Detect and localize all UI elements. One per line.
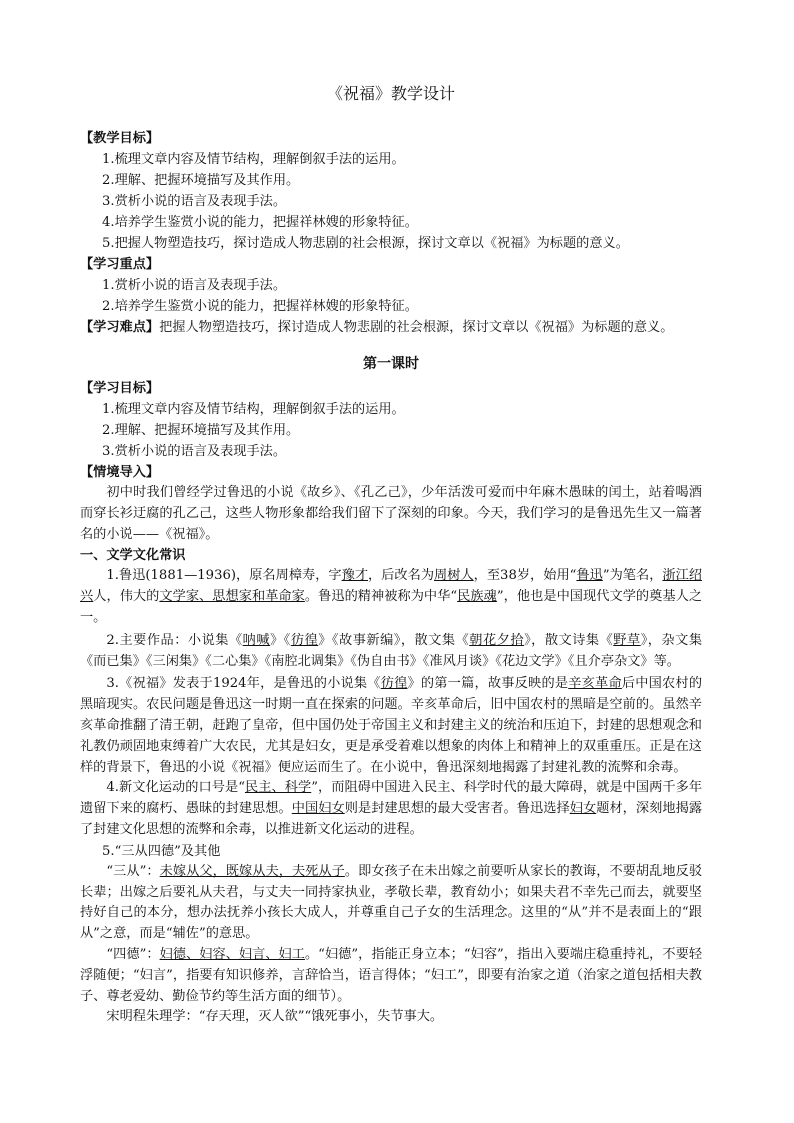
- lesson1-goal-item: 2.理解、把握环境描写及其作用。: [102, 423, 300, 438]
- section1-heading: 一、文学文化常识: [80, 548, 186, 564]
- paragraph-luxun-bio: 1.鲁迅(1881—1936)，原名周樟寿，字豫才，后改名为周树人，至38岁，始用“鲁迅”为笔名，浙江绍兴人，伟大的文学家、思想家和革命家。鲁迅的精神被称为中华“民族魂”，他也是中国现代文学的奠基人之一。: [80, 568, 703, 625]
- page-title: 《祝福》教学设计: [326, 84, 455, 103]
- intro-paragraph: 初中时我们曾经学过鲁迅的小说《故乡》、《孔乙己》，少年活泼可爱而中年麻木愚昧的闰土，站着喝酒而穿长衫迂腐的孔乙己，这些人物形象都给我们留下了深刻的印象。今天，我们学习的是鲁迅先生又一篇著名的小说——《祝福》。: [80, 485, 702, 542]
- paragraph-new-culture: 4.新文化运动的口号是“民主、科学”，而阻碍中国进入民主、科学时代的最大障碍，就是中国两千多年遗留下来的腐朽、愚昧的封建思想。中国妇女则是封建思想的最大受害者。鲁迅选择妇女题材，深刻地揭露了封建文化思想的流弊和余毒，以推进新文化运动的进程。: [80, 780, 703, 837]
- paragraph-side: “四德”：妇德、妇容、妇言、妇工。“妇德”，指能正身立本；“妇容”，指出入要端庄稳重持礼，不要轻浮随便；“妇言”，指要有知识修养，言辞恰当，语言得体；“妇工”，即要有治家之道（治家之道包括相夫教子、尊老爱幼、勤俭节约等生活方面的细节）。: [80, 946, 703, 1004]
- paragraph-background: 3.《祝福》发表于1924年，是鲁迅的小说集《彷徨》的第一篇，故事反映的是辛亥革命后中国农村的黑暗现实。农民问题是鲁迅这一时期一直在探索的问题。辛亥革命后，旧中国农村的黑暗是空前的。虽然辛亥革命推翻了清王朝，赶跑了皇帝，但中国仍处于帝国主义和封建主义的统治和压迫下，封建的思想观念和礼教仍顽固地束缚着广大农民，尤其是妇女，更是承受着难以想象的肉体上和精神上的双重重压。正是在这样的背景下，鲁迅的小说《祝福》便应运而生了。在小说中，鲁迅深刻地揭露了封建礼教的流弊和余毒。: [80, 676, 703, 775]
- sancong-side-heading: 5.“三从四德”及其他: [102, 843, 221, 859]
- key-point-item: 1.赏析小说的语言及表现手法。: [102, 278, 287, 293]
- teaching-goals-heading: 【教学目标】: [80, 131, 160, 146]
- lesson1-goals-heading: 【学习目标】: [80, 381, 160, 396]
- teaching-goal-item: 4.培养学生鉴赏小说的能力，把握祥林嫂的形象特征。: [102, 215, 418, 230]
- paragraph-works: 2.主要作品：小说集《呐喊》《彷徨》《故事新编》，散文集《朝花夕拾》，散文诗集《野草》，杂文集《而已集》《三闲集》《二心集》《南腔北调集》《伪自由书》《准风月谈》《花边文学》《且介亭杂文》等。: [80, 632, 703, 669]
- intro-heading: 【情境导入】: [80, 465, 160, 480]
- teaching-goal-item: 5.把握人物塑造技巧，探讨造成人物悲剧的社会根源，探讨文章以《祝福》为标题的意义。: [102, 236, 629, 251]
- key-point-item: 2.培养学生鉴赏小说的能力，把握祥林嫂的形象特征。: [102, 299, 418, 314]
- lesson1-title: 第一课时: [363, 356, 419, 372]
- lesson1-goal-item: 3.赏析小说的语言及表现手法。: [102, 444, 287, 459]
- lesson1-goal-item: 1.梳理文章内容及情节结构，理解倒叙手法的运用。: [102, 402, 405, 417]
- teaching-goal-item: 2.理解、把握环境描写及其作用。: [102, 173, 300, 188]
- difficulty-line: [80, 317, 702, 338]
- paragraph-sancong: “三从”：未嫁从父，既嫁从夫，夫死从子。即女孩子在未出嫁之前要听从家长的教诲，不要胡乱地反驳长辈；出嫁之后要礼从夫君，与丈夫一同持家执业，孝敬长辈，教育幼小；如果夫君不幸先己而去，就要坚持好自己的本分，想办法抚养小孩长大成人，并尊重自己子女的生活理念。这里的“从”并不是表面上的“跟从”之意，而是“辅佐”的意思。: [80, 863, 703, 942]
- difficulty-text: 把握人物塑造技巧，探讨造成人物悲剧的社会根源，探讨文章以《祝福》为标题的意义。: [159, 320, 674, 335]
- paragraph-lixue: 宋明程朱理学：“存天理，灭人欲”“饿死事小，失节事大。: [106, 1009, 444, 1025]
- teaching-goal-item: 3.赏析小说的语言及表现手法。: [102, 194, 287, 209]
- key-points-heading: 【学习重点】: [80, 257, 160, 272]
- difficulty-heading: 【学习难点】: [80, 320, 160, 335]
- teaching-goal-item: 1.梳理文章内容及情节结构，理解倒叙手法的运用。: [102, 152, 405, 167]
